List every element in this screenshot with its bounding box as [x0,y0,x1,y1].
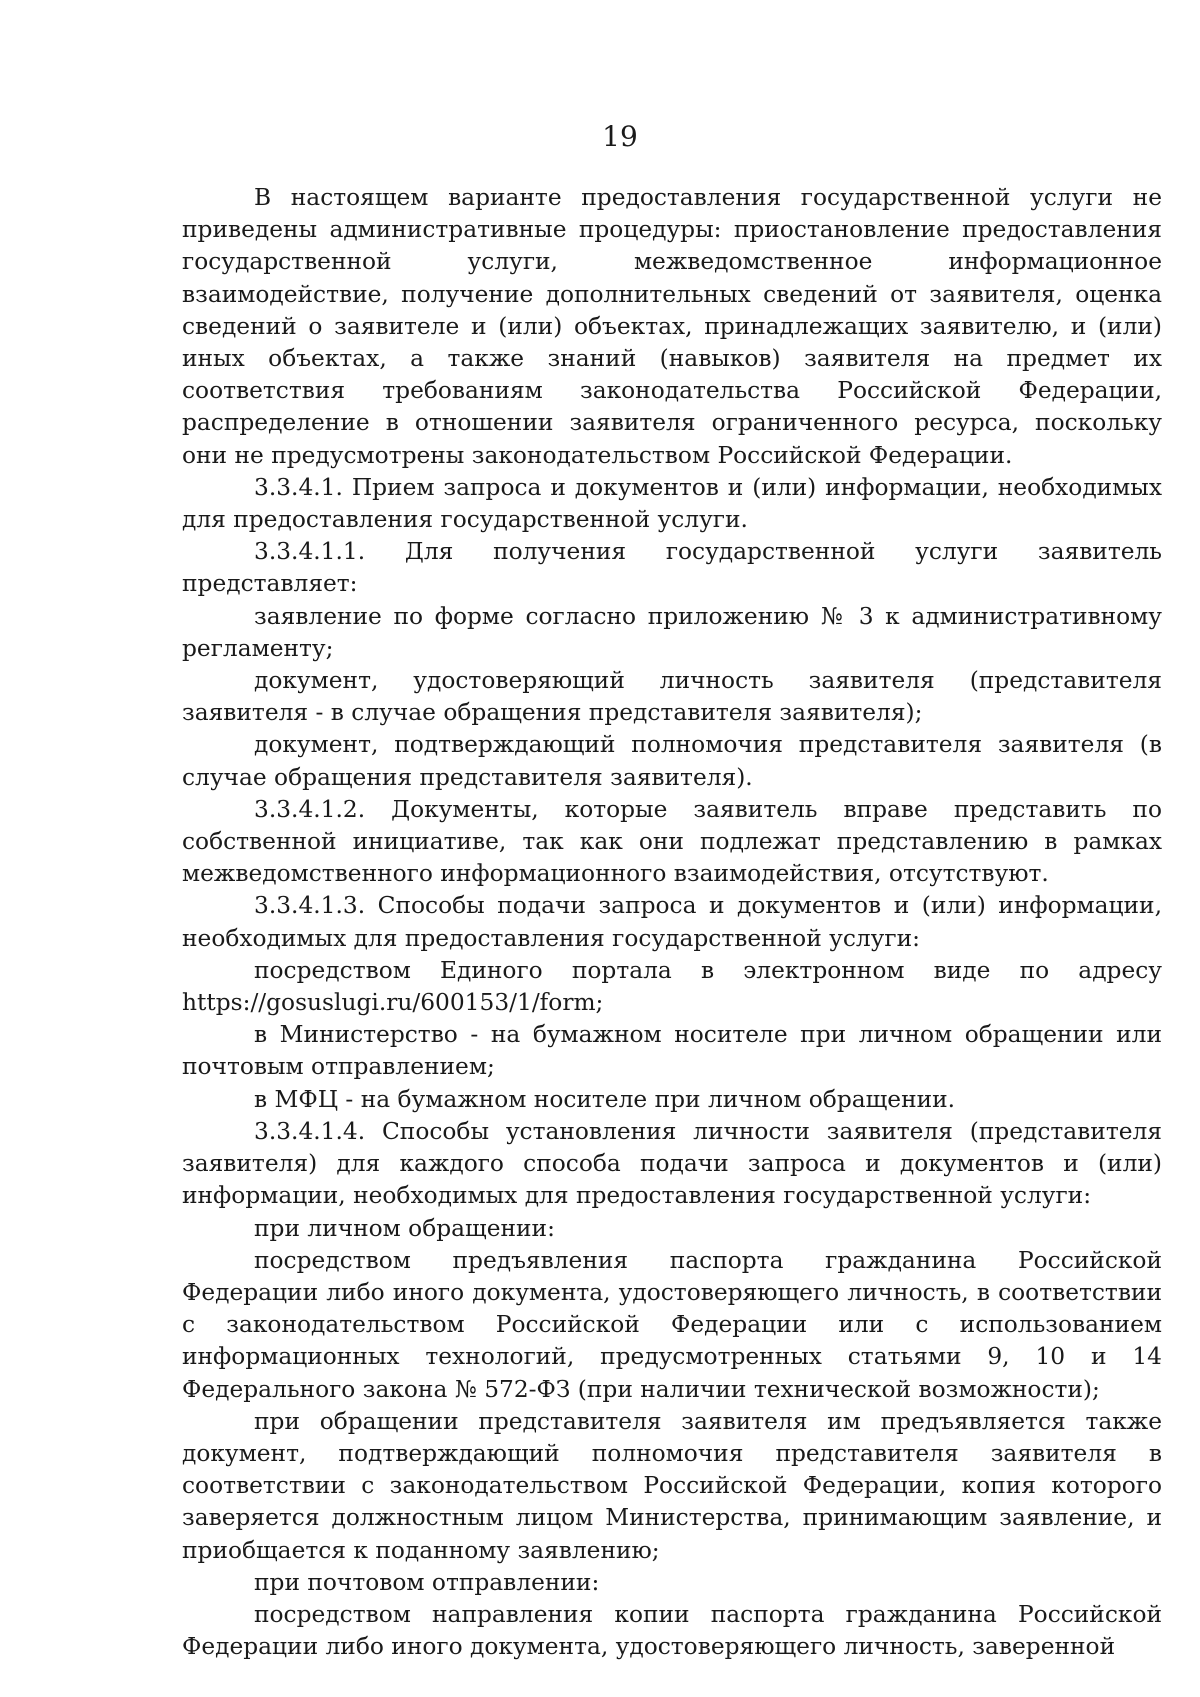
paragraph: в МФЦ - на бумажном носителе при личном обращении. [254,1085,956,1113]
paragraph-with-url: посредством Единого портала в электронном виде по адресу https://gosuslugi.ru/600153/1/form; [182,956,1162,1017]
paragraph: посредством направления копии паспорта гражданина Российской Федерации либо иного документа, удостоверяющего личность, заверенной [182,1600,1162,1661]
paragraph: при личном обращении: [254,1214,555,1242]
paragraph: 3.3.4.1.2. Документы, которые заявитель вправе представить по собственной инициативе, так как они подлежат представлению в рамках межведомственного информационного взаимодействия, отсутствуют. [182,795,1162,888]
paragraph: документ, подтверждающий полномочия представителя заявителя (в случае обращения представителя заявителя). [182,731,1162,791]
paragraph: в Министерство - на бумажном носителе при личном обращении или почтовым отправлением; [182,1021,1162,1081]
paragraph: 3.3.4.1. Прием запроса и документов и (или) информации, необходимых для предоставления государственной услуги. [182,473,1162,534]
page-number: 19 [602,120,638,153]
paragraph: заявление по форме согласно приложению № 3 к административному регламенту; [182,602,1162,662]
paragraph: при обращении представителя заявителя им предъявляется также документ, подтверждающий полномочия представителя заявителя в соответствии с законодательством Российской Федерации, копия которого заверяется должностным лицом Министерства, принимающим заявление, и приобщается к поданному заявлению; [182,1407,1162,1564]
paragraph: 3.3.4.1.1. Для получения государственной услуги заявитель представляет: [182,538,1162,598]
paragraph: при почтовом отправлении: [254,1568,600,1596]
paragraph: 3.3.4.1.4. Способы установления личности заявителя (представителя заявителя) для каждого способа подачи запроса и документов и (или) информации, необходимых для предоставления государственной услуги: [182,1117,1162,1210]
paragraph: 3.3.4.1.3. Способы подачи запроса и документов и (или) информации, необходимых для предоставления государственной услуги: [182,892,1162,952]
paragraph: документ, удостоверяющий личность заявителя (представителя заявителя - в случае обращения представителя заявителя); [182,667,1162,727]
paragraph: В настоящем варианте предоставления государственной услуги не приведены административные процедуры: приостановление предоставления государственной услуги, межведомственное информационное взаимодействие, получение дополнительных сведений от заявителя, оценка сведений о заявителе и (или) объектах, принадлежащих заявителю, и (или) иных объектах, а также знаний (навыков) заявителя на предмет их соответствия требованиям законодательства Российской Федерации, распределение в отношении заявителя ограниченного ресурса, поскольку они не предусмотрены законодательством Российской Федерации. [182,184,1162,469]
document-body [182,182,1162,1663]
paragraph: посредством предъявления паспорта гражданина Российской Федерации либо иного документа, удостоверяющего личность, в соответствии с законодательством Российской Федерации или с использованием информационных технологий, предусмотренных статьями 9, 10 и 14 Федерального закона № 572-ФЗ (при наличии технической возможности); [182,1246,1162,1403]
